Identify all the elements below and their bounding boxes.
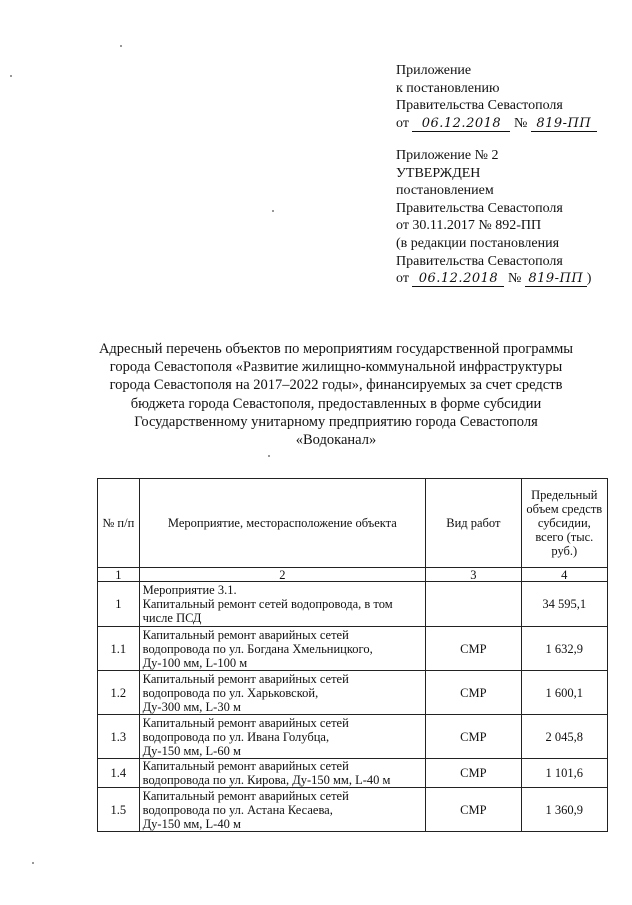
- scan-speck: [120, 45, 122, 47]
- table-row: [98, 715, 608, 759]
- row-work-type: СМР: [426, 788, 521, 832]
- approval1-from-label: от: [396, 115, 409, 131]
- approval2-date-line: [396, 270, 591, 288]
- header-work-type: Вид работ: [426, 479, 521, 568]
- row-activity-line: Ду-300 мм, L-30 м: [142, 699, 241, 714]
- objects-table: [97, 478, 608, 832]
- row-number: 1.1: [98, 627, 140, 671]
- approval1-line2: к постановлению: [396, 80, 500, 96]
- approval2-line2: УТВЕРЖДЕН: [396, 165, 481, 181]
- row-work-type: СМР: [426, 627, 521, 671]
- table-row: [98, 671, 608, 715]
- row-activity-line: Капитальный ремонт аварийных сетей: [142, 759, 349, 773]
- row-activity-line: Капитальный ремонт аварийных сетей: [142, 715, 349, 730]
- row-activity: [139, 627, 425, 671]
- table-row: [98, 759, 608, 788]
- approval2-no-label: №: [507, 271, 522, 287]
- table-row: [98, 582, 608, 627]
- row-work-type: СМР: [426, 715, 521, 759]
- scan-speck: [32, 862, 34, 864]
- row-amount: 1 600,1: [521, 671, 607, 715]
- table-row: [98, 627, 608, 671]
- scan-speck: [268, 455, 270, 457]
- header-activity: Мероприятие, месторасположение объекта: [139, 479, 425, 568]
- row-activity-line: Ду-100 мм, L-100 м: [142, 655, 248, 670]
- scan-speck: [272, 210, 274, 212]
- approval1-no-label: №: [513, 115, 528, 131]
- row-work-type: СМР: [426, 759, 521, 788]
- title-line4: бюджета города Севастополя, предоставленных в форме субсидии: [130, 395, 542, 412]
- approval1-line1: Приложение: [396, 63, 472, 78]
- row-amount: 2 045,8: [521, 715, 607, 759]
- row-number: 1.4: [98, 759, 140, 788]
- row-activity-line: водопровода по ул. Кирова, Ду-150 мм, L-40 м: [142, 773, 391, 787]
- row-activity-line: водопровода по ул. Астана Кесаева,: [142, 802, 333, 817]
- document-title: [60, 340, 612, 449]
- approval2-line7: Правительства Севастополя: [396, 253, 563, 269]
- row-activity-line: числе ПСД: [142, 611, 202, 625]
- approval2-date: 06.12.2018: [412, 271, 504, 287]
- title-line2: города Севастополя «Развитие жилищно-коммунальной инфраструктуры: [109, 359, 563, 376]
- row-number: 1.2: [98, 671, 140, 715]
- approval1-date-line: [396, 115, 597, 133]
- row-work-type: [426, 582, 521, 627]
- row-number: 1: [98, 582, 140, 627]
- row-activity: [139, 759, 425, 788]
- row-activity-line: Капитальный ремонт сетей водопровода, в том: [142, 597, 393, 611]
- scan-speck: [10, 75, 12, 77]
- approval-block-2: [396, 147, 591, 288]
- row-activity: [139, 582, 425, 627]
- column-number: 4: [521, 568, 607, 582]
- approval1-number: 819-ПП: [531, 116, 597, 132]
- approval2-close-paren: ): [586, 271, 592, 287]
- approval2-line6: (в редакции постановления: [396, 235, 560, 251]
- row-activity-line: Ду-150 мм, L-60 м: [142, 743, 241, 758]
- table-column-numbers: [98, 568, 608, 582]
- row-activity-line: водопровода по ул. Ивана Голубца,: [142, 729, 330, 744]
- table-row: [98, 788, 608, 832]
- approval-block-1: [396, 62, 597, 132]
- title-line5: Государственному унитарному предприятию города Севастополя: [134, 413, 538, 430]
- row-activity-line: Мероприятие 3.1.: [142, 583, 237, 597]
- row-number: 1.3: [98, 715, 140, 759]
- row-activity-line: Капитальный ремонт аварийных сетей: [142, 627, 349, 642]
- approval2-line3: постановлением: [396, 183, 494, 199]
- row-activity-line: Ду-150 мм, L-40 м: [142, 816, 241, 831]
- row-activity-line: Капитальный ремонт аварийных сетей: [142, 671, 349, 686]
- row-activity-line: Капитальный ремонт аварийных сетей: [142, 788, 349, 803]
- title-line6: «Водоканал»: [295, 432, 377, 449]
- row-amount: 1 101,6: [521, 759, 607, 788]
- approval2-line1: Приложение № 2: [396, 148, 499, 163]
- row-activity: [139, 671, 425, 715]
- row-activity: [139, 715, 425, 759]
- row-activity-line: водопровода по ул. Богдана Хмельницкого,: [142, 641, 373, 656]
- row-number: 1.5: [98, 788, 140, 832]
- title-line3: города Севастополя на 2017–2022 годы», финансируемых за счет средств: [109, 377, 563, 394]
- row-activity-line: водопровода по ул. Харьковской,: [142, 685, 319, 700]
- approval2-line5: от 30.11.2017 № 892-ПП: [396, 218, 542, 234]
- header-amount: Предельный объем средств субсидии, всего (тыс. руб.): [521, 479, 607, 568]
- approval1-date: 06.12.2018: [412, 116, 510, 132]
- row-amount: 34 595,1: [521, 582, 607, 627]
- approval1-line3: Правительства Севастополя: [396, 98, 563, 114]
- table-header-row: [98, 479, 608, 568]
- approval2-number: 819-ПП: [525, 271, 587, 287]
- row-amount: 1 360,9: [521, 788, 607, 832]
- approval2-line4: Правительства Севастополя: [396, 200, 563, 216]
- column-number: 3: [426, 568, 521, 582]
- column-number: 2: [139, 568, 425, 582]
- row-amount: 1 632,9: [521, 627, 607, 671]
- approval2-from-label: от: [396, 271, 409, 287]
- header-number: № п/п: [98, 479, 140, 568]
- row-work-type: СМР: [426, 671, 521, 715]
- title-line1: Адресный перечень объектов по мероприятиям государственной программы: [98, 341, 574, 357]
- row-activity: [139, 788, 425, 832]
- column-number: 1: [98, 568, 140, 582]
